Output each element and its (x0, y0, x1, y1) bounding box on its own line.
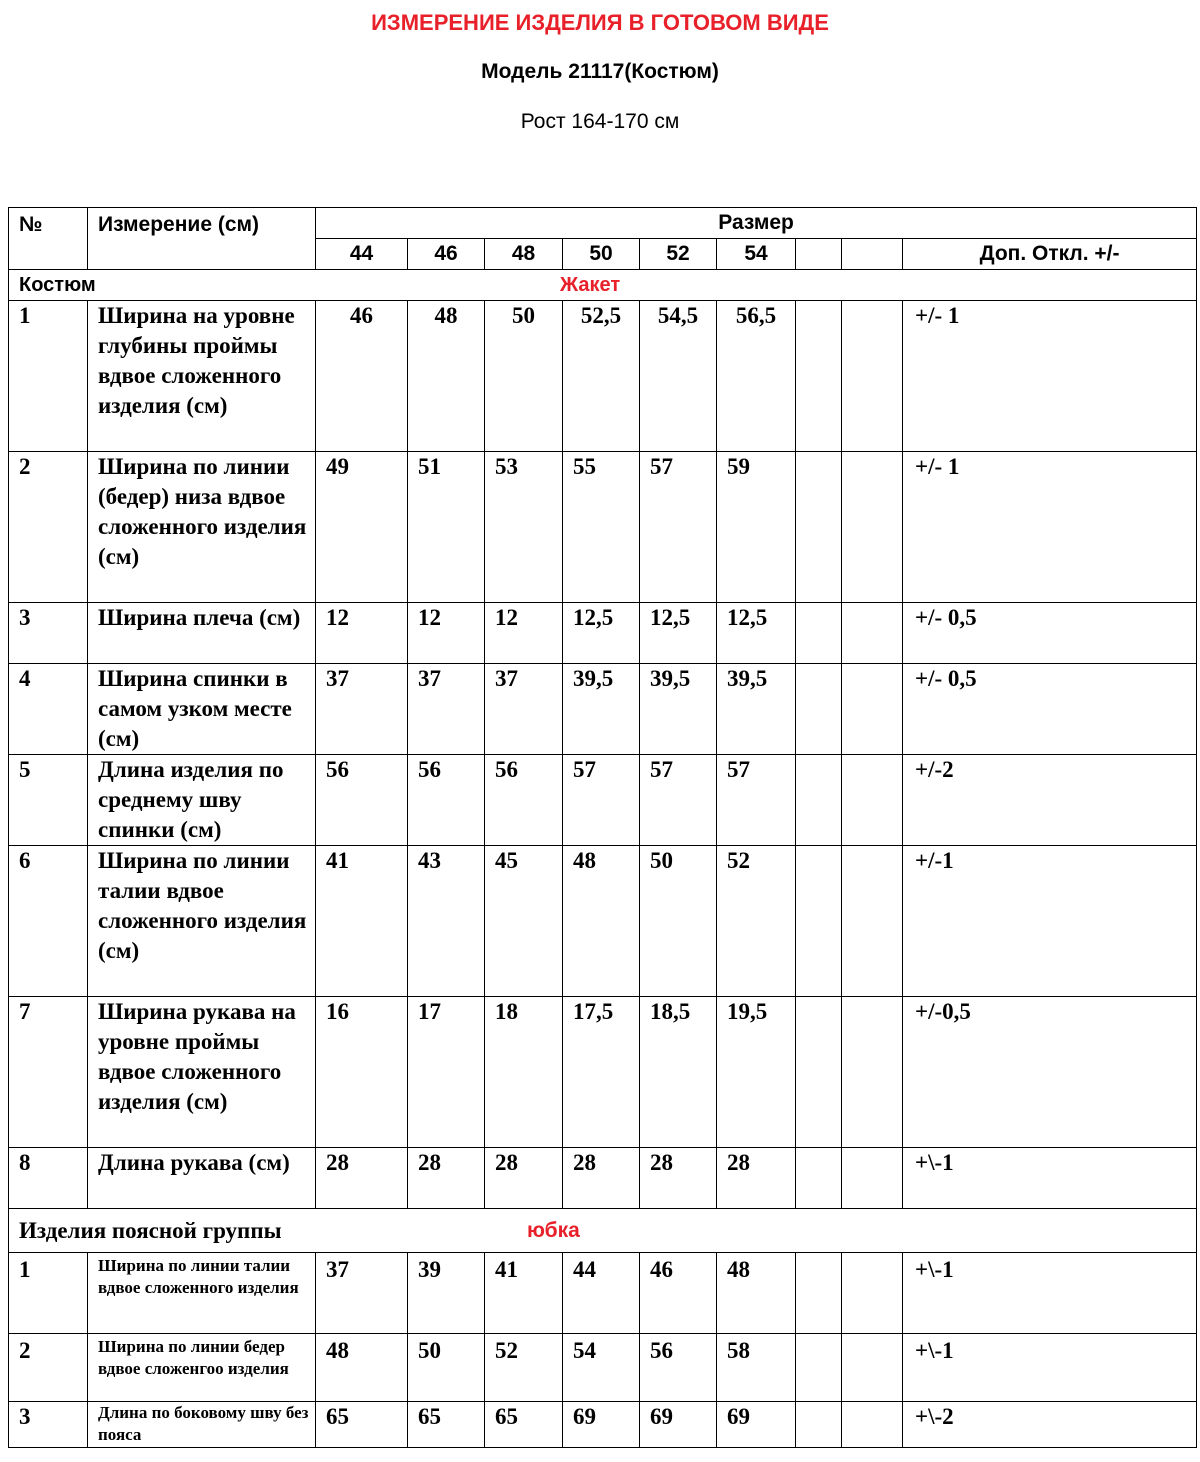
value-cell: 28 (640, 1148, 717, 1209)
value-cell: 51 (408, 452, 485, 603)
table-row (9, 301, 1197, 452)
value-cell: 54 (563, 1334, 640, 1402)
value-cell: 37 (485, 664, 563, 755)
value-cell: 48 (717, 1253, 796, 1334)
table-row (9, 755, 1197, 846)
measure-name: Ширина по линии (бедер) низа вдвое сложенного изделия (см) (88, 452, 316, 603)
value-cell: 56 (640, 1334, 717, 1402)
measure-name: Ширина плеча (см) (88, 603, 316, 664)
row-number: 6 (9, 846, 88, 997)
column-header-tolerance: Доп. Откл. +/- (903, 239, 1197, 270)
value-cell: 69 (640, 1402, 717, 1448)
value-cell: 69 (717, 1402, 796, 1448)
value-cell: 12,5 (717, 603, 796, 664)
tolerance-cell: +/- 0,5 (903, 603, 1197, 664)
section-name: юбка (527, 1219, 580, 1242)
empty-cell (796, 846, 842, 997)
value-cell: 49 (316, 452, 408, 603)
table-row (9, 846, 1197, 997)
value-cell: 48 (316, 1334, 408, 1402)
tolerance-cell: +/-2 (903, 755, 1197, 846)
value-cell: 17,5 (563, 997, 640, 1148)
value-cell: 56 (485, 755, 563, 846)
value-cell: 28 (717, 1148, 796, 1209)
table-row (9, 664, 1197, 755)
empty-cell (842, 1253, 903, 1334)
empty-cell (796, 755, 842, 846)
empty-cell (796, 997, 842, 1148)
empty-cell (796, 1334, 842, 1402)
value-cell: 12,5 (563, 603, 640, 664)
row-number: 4 (9, 664, 88, 755)
value-cell: 56,5 (717, 301, 796, 452)
value-cell: 50 (640, 846, 717, 997)
value-cell: 46 (316, 301, 408, 452)
row-number: 5 (9, 755, 88, 846)
size-header: 54 (717, 239, 796, 270)
empty-cell (842, 239, 903, 270)
value-cell: 37 (408, 664, 485, 755)
table-row (9, 1334, 1197, 1402)
empty-cell (796, 239, 842, 270)
measurement-table (8, 207, 1197, 1448)
section-label: Изделия поясной группы (19, 1218, 282, 1243)
value-cell: 69 (563, 1402, 640, 1448)
empty-cell (796, 603, 842, 664)
document-title: ИЗМЕРЕНИЕ ИЗДЕЛИЯ В ГОТОВОМ ВИДЕ (371, 10, 829, 35)
empty-cell (796, 452, 842, 603)
value-cell: 12 (316, 603, 408, 664)
section-row-waist-group (9, 1209, 1197, 1253)
section-label: Костюм (19, 274, 96, 296)
value-cell: 39 (408, 1253, 485, 1334)
value-cell: 41 (485, 1253, 563, 1334)
value-cell: 39,5 (717, 664, 796, 755)
measure-name: Ширина по линии бедер вдвое сложенгоо изделия (88, 1334, 316, 1402)
empty-cell (796, 1402, 842, 1448)
value-cell: 59 (717, 452, 796, 603)
value-cell: 28 (485, 1148, 563, 1209)
measure-name: Ширина по линии талии вдвое сложенного изделия (см) (88, 846, 316, 997)
measure-name: Ширина рукава на уровне проймы вдвое сложенного изделия (см) (88, 997, 316, 1148)
tolerance-cell: +\-2 (903, 1402, 1197, 1448)
value-cell: 37 (316, 1253, 408, 1334)
value-cell: 52 (717, 846, 796, 997)
value-cell: 39,5 (640, 664, 717, 755)
value-cell: 12 (408, 603, 485, 664)
value-cell: 57 (563, 755, 640, 846)
measure-name: Длина изделия по среднему шву спинки (см) (88, 755, 316, 846)
empty-cell (842, 846, 903, 997)
section-row-suit (9, 270, 1197, 301)
measure-name: Ширина на уровне глубины проймы вдвое сложенного изделия (см) (88, 301, 316, 452)
tolerance-cell: +/-1 (903, 846, 1197, 997)
tolerance-cell: +\-1 (903, 1148, 1197, 1209)
tolerance-cell: +/-0,5 (903, 997, 1197, 1148)
measure-name: Длина по боковому шву без пояса (88, 1402, 316, 1448)
measure-name: Ширина по линии талии вдвое сложенного изделия (88, 1253, 316, 1334)
column-header-number: № (9, 208, 88, 270)
empty-cell (796, 1148, 842, 1209)
tolerance-cell: +/- 1 (903, 452, 1197, 603)
empty-cell (842, 1148, 903, 1209)
row-number: 3 (9, 1402, 88, 1448)
value-cell: 44 (563, 1253, 640, 1334)
table-row (9, 452, 1197, 603)
column-header-measure: Измерение (см) (88, 208, 316, 270)
row-number: 3 (9, 603, 88, 664)
value-cell: 28 (408, 1148, 485, 1209)
tolerance-cell: +/- 1 (903, 301, 1197, 452)
value-cell: 17 (408, 997, 485, 1148)
value-cell: 45 (485, 846, 563, 997)
value-cell: 43 (408, 846, 485, 997)
size-header: 52 (640, 239, 717, 270)
section-name: Жакет (560, 274, 621, 296)
value-cell: 39,5 (563, 664, 640, 755)
value-cell: 46 (640, 1253, 717, 1334)
tolerance-cell: +\-1 (903, 1334, 1197, 1402)
value-cell: 19,5 (717, 997, 796, 1148)
table-row (9, 603, 1197, 664)
value-cell: 52,5 (563, 301, 640, 452)
empty-cell (842, 452, 903, 603)
row-number: 1 (9, 301, 88, 452)
value-cell: 12 (485, 603, 563, 664)
empty-cell (796, 1253, 842, 1334)
tolerance-cell: +/- 0,5 (903, 664, 1197, 755)
value-cell: 56 (408, 755, 485, 846)
value-cell: 28 (563, 1148, 640, 1209)
value-cell: 37 (316, 664, 408, 755)
column-header-size: Размер (316, 208, 1197, 239)
value-cell: 57 (640, 755, 717, 846)
empty-cell (796, 664, 842, 755)
empty-cell (842, 1402, 903, 1448)
row-number: 1 (9, 1253, 88, 1334)
value-cell: 65 (316, 1402, 408, 1448)
height-range: Рост 164-170 см (520, 110, 680, 133)
value-cell: 58 (717, 1334, 796, 1402)
table-row (9, 1402, 1197, 1448)
empty-cell (796, 301, 842, 452)
row-number: 2 (9, 1334, 88, 1402)
row-number: 8 (9, 1148, 88, 1209)
table-row (9, 997, 1197, 1148)
value-cell: 50 (408, 1334, 485, 1402)
empty-cell (842, 755, 903, 846)
size-header: 48 (485, 239, 563, 270)
value-cell: 18 (485, 997, 563, 1148)
row-number: 7 (9, 997, 88, 1148)
value-cell: 52 (485, 1334, 563, 1402)
tolerance-cell: +\-1 (903, 1253, 1197, 1334)
value-cell: 18,5 (640, 997, 717, 1148)
model-name: Модель 21117(Костюм) (481, 60, 719, 83)
table-row (9, 1253, 1197, 1334)
size-header: 46 (408, 239, 485, 270)
value-cell: 56 (316, 755, 408, 846)
value-cell: 65 (485, 1402, 563, 1448)
value-cell: 16 (316, 997, 408, 1148)
value-cell: 28 (316, 1148, 408, 1209)
empty-cell (842, 664, 903, 755)
value-cell: 41 (316, 846, 408, 997)
row-number: 2 (9, 452, 88, 603)
value-cell: 48 (563, 846, 640, 997)
measure-name: Длина рукава (см) (88, 1148, 316, 1209)
empty-cell (842, 603, 903, 664)
value-cell: 65 (408, 1402, 485, 1448)
size-header: 44 (316, 239, 408, 270)
value-cell: 53 (485, 452, 563, 603)
value-cell: 57 (717, 755, 796, 846)
size-header: 50 (563, 239, 640, 270)
measure-name: Ширина спинки в самом узком месте (см) (88, 664, 316, 755)
value-cell: 54,5 (640, 301, 717, 452)
value-cell: 50 (485, 301, 563, 452)
table-row (9, 1148, 1197, 1209)
value-cell: 48 (408, 301, 485, 452)
value-cell: 55 (563, 452, 640, 603)
empty-cell (842, 997, 903, 1148)
value-cell: 12,5 (640, 603, 717, 664)
value-cell: 57 (640, 452, 717, 603)
empty-cell (842, 301, 903, 452)
empty-cell (842, 1334, 903, 1402)
